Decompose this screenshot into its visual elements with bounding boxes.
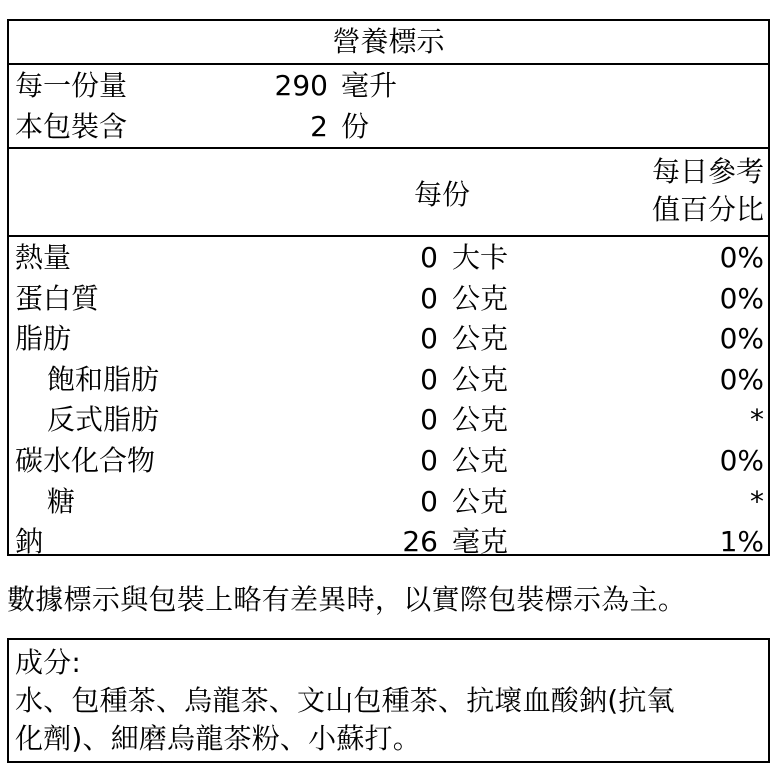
nutrient-row <box>9 359 768 400</box>
nutrient-rows <box>9 237 768 562</box>
servings-row <box>9 106 768 147</box>
nutrient-value: 0 <box>420 443 438 477</box>
nutrient-daily-value: 0% <box>719 281 764 315</box>
per-serving-header: 每份 <box>414 178 471 211</box>
nutrient-row <box>9 278 768 319</box>
nutrition-title: 營養標示 <box>9 21 768 65</box>
nutrient-daily-value: * <box>750 484 764 518</box>
serving-size-row <box>9 65 768 106</box>
nutrient-daily-value: 0% <box>719 322 764 356</box>
serving-info <box>9 65 768 149</box>
daily-value-header <box>652 153 764 229</box>
serving-size-unit: 毫升 <box>341 69 398 102</box>
nutrient-name: 脂肪 <box>15 322 72 356</box>
nutrient-unit: 公克 <box>452 322 509 356</box>
nutrient-name: 飽和脂肪 <box>47 362 160 396</box>
ingredients-line-2: 化劑)、細磨烏龍茶粉、小蘇打。 <box>15 722 421 755</box>
ingredients-box <box>7 638 770 763</box>
servings-unit: 份 <box>341 110 370 143</box>
nutrient-daily-value: 0% <box>719 362 764 396</box>
nutrient-name: 糖 <box>47 484 76 518</box>
ingredients-line-1: 水、包種茶、烏龍茶、文山包種茶、抗壞血酸鈉(抗氧 <box>15 684 675 717</box>
nutrient-unit: 大卡 <box>452 241 509 274</box>
ingredients-heading: 成分: <box>15 646 82 679</box>
nutrient-unit: 公克 <box>452 362 509 396</box>
nutrient-value: 0 <box>420 322 438 356</box>
nutrient-daily-value: * <box>750 403 764 437</box>
nutrient-unit: 公克 <box>452 443 509 477</box>
nutrient-row <box>9 481 768 522</box>
nutrient-row <box>9 521 768 562</box>
nutrient-row <box>9 399 768 440</box>
nutrient-name: 熱量 <box>15 241 72 274</box>
nutrient-name: 反式脂肪 <box>47 403 160 437</box>
nutrient-unit: 公克 <box>452 484 509 518</box>
nutrient-value: 0 <box>420 484 438 518</box>
servings-label: 本包裝含 <box>15 110 128 143</box>
nutrient-unit: 公克 <box>452 281 509 315</box>
nutrient-unit: 公克 <box>452 403 509 437</box>
daily-value-header-line1: 每日參考 <box>651 155 764 188</box>
nutrient-row <box>9 318 768 359</box>
nutrient-daily-value: 0% <box>719 443 764 477</box>
nutrient-unit: 毫克 <box>452 525 509 559</box>
nutrient-daily-value: 0% <box>719 241 764 274</box>
nutrient-value: 0 <box>420 403 438 437</box>
nutrient-daily-value: 1% <box>719 525 764 559</box>
nutrient-name: 蛋白質 <box>15 281 100 315</box>
nutrient-value: 0 <box>420 362 438 396</box>
nutrient-row <box>9 440 768 481</box>
nutrient-row <box>9 237 768 278</box>
disclaimer-note: 數據標示與包裝上略有差異時，以實際包裝標示為主。 <box>7 583 687 616</box>
nutrient-value: 0 <box>420 241 438 274</box>
servings-value: 2 <box>310 110 328 143</box>
nutrient-value: 26 <box>402 525 438 559</box>
nutrient-value: 0 <box>420 281 438 315</box>
serving-size-label: 每一份量 <box>15 69 128 102</box>
nutrient-name: 鈉 <box>15 525 44 559</box>
column-header <box>9 149 768 237</box>
daily-value-header-line2: 值百分比 <box>651 193 764 226</box>
nutrient-name: 碳水化合物 <box>15 443 156 477</box>
nutrition-facts-table <box>7 19 770 559</box>
serving-size-value: 290 <box>274 69 328 102</box>
